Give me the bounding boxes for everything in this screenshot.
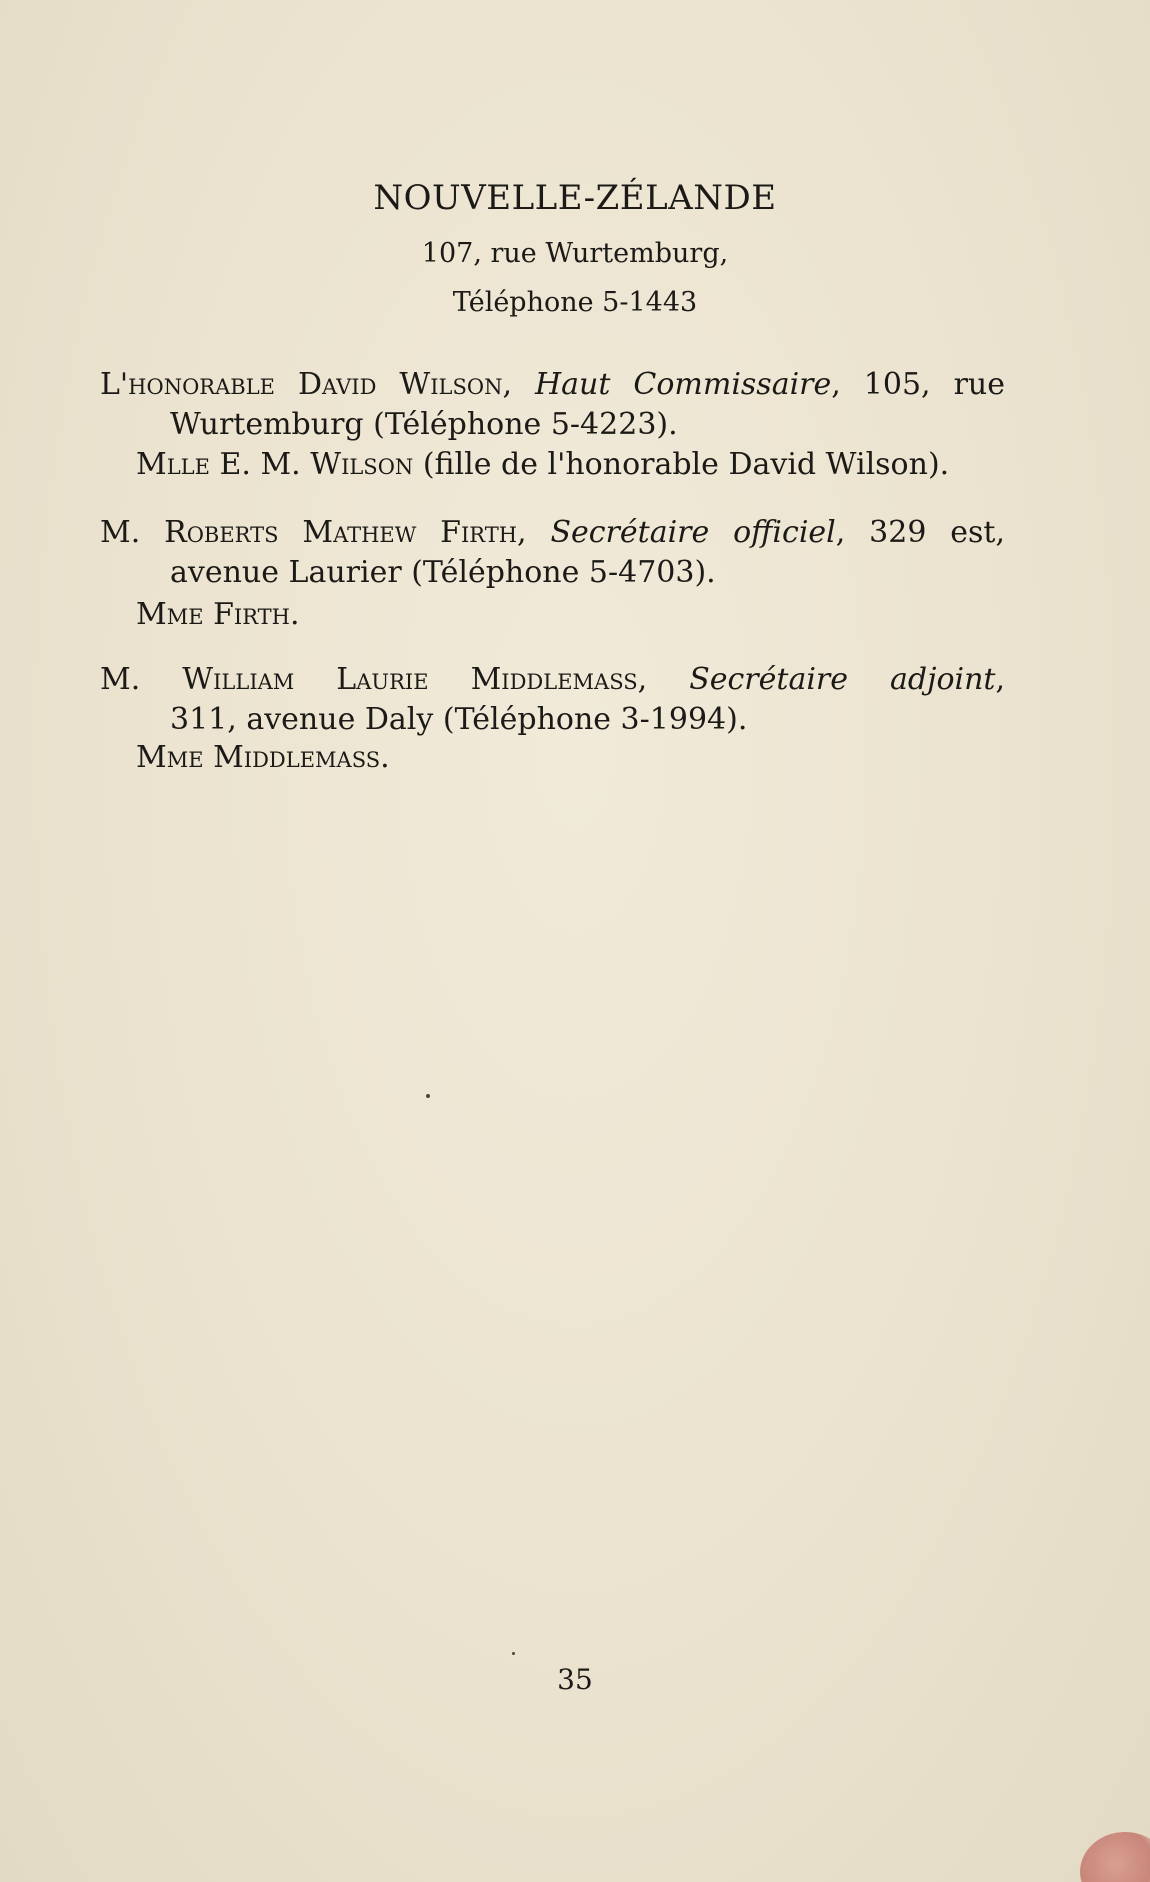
- paper-stain: [1080, 1832, 1150, 1882]
- entry-address-start: , 105, rue: [831, 367, 1005, 402]
- entry-prefix: L': [100, 367, 129, 402]
- entry-title: Secrétaire officiel: [550, 515, 836, 550]
- entry-address: avenue Laurier (Téléphone 5-4703).: [170, 555, 716, 590]
- family-member-name: Mlle E. M. Wilson: [136, 447, 414, 482]
- office-address: 107, rue Wurtemburg,: [421, 238, 729, 269]
- entry-name: William Laurie Middlemass: [182, 662, 638, 697]
- entry-address-start: ,: [995, 662, 1006, 697]
- entry-address: 311, avenue Daly (Téléphone 3-1994).: [170, 702, 748, 737]
- entry-official-secretary: [100, 513, 1005, 593]
- entry-title: Secrétaire adjoint: [689, 662, 996, 697]
- paper-speck: [512, 1652, 515, 1655]
- entry-separator: ,: [637, 662, 690, 697]
- entry-line-1: [100, 513, 1005, 553]
- entry-family-member: [136, 738, 1016, 778]
- entry-assistant-secretary: [100, 660, 1005, 740]
- entry-title: Haut Commissaire: [535, 367, 832, 402]
- entry-prefix: M.: [100, 515, 165, 550]
- country-heading: NOUVELLE-ZÉLANDE: [373, 178, 777, 218]
- paper-speck: [426, 1094, 430, 1098]
- entry-name: honorable David Wilson: [128, 367, 503, 402]
- entry-name: Roberts Mathew Firth: [164, 515, 518, 550]
- family-member-name: Mme Middlemass.: [136, 740, 390, 775]
- entry-separator: ,: [502, 367, 535, 402]
- office-phone: Téléphone 5-1443: [452, 287, 698, 318]
- entry-address-start: , 329 est,: [835, 515, 1006, 550]
- family-member-note: (fille de l'honorable David Wilson).: [413, 447, 950, 482]
- page-number: 35: [557, 1663, 593, 1696]
- entry-address: Wurtemburg (Téléphone 5-4223).: [170, 407, 678, 442]
- entry-prefix: M.: [100, 662, 183, 697]
- entry-family-member: [136, 445, 1016, 485]
- entry-separator: ,: [517, 515, 551, 550]
- entry-family-member: [136, 595, 1016, 635]
- entry-high-commissioner: [100, 365, 1005, 445]
- entry-line-1: [100, 365, 1005, 405]
- family-member-name: Mme Firth.: [136, 597, 300, 632]
- entry-line-1: [100, 660, 1005, 700]
